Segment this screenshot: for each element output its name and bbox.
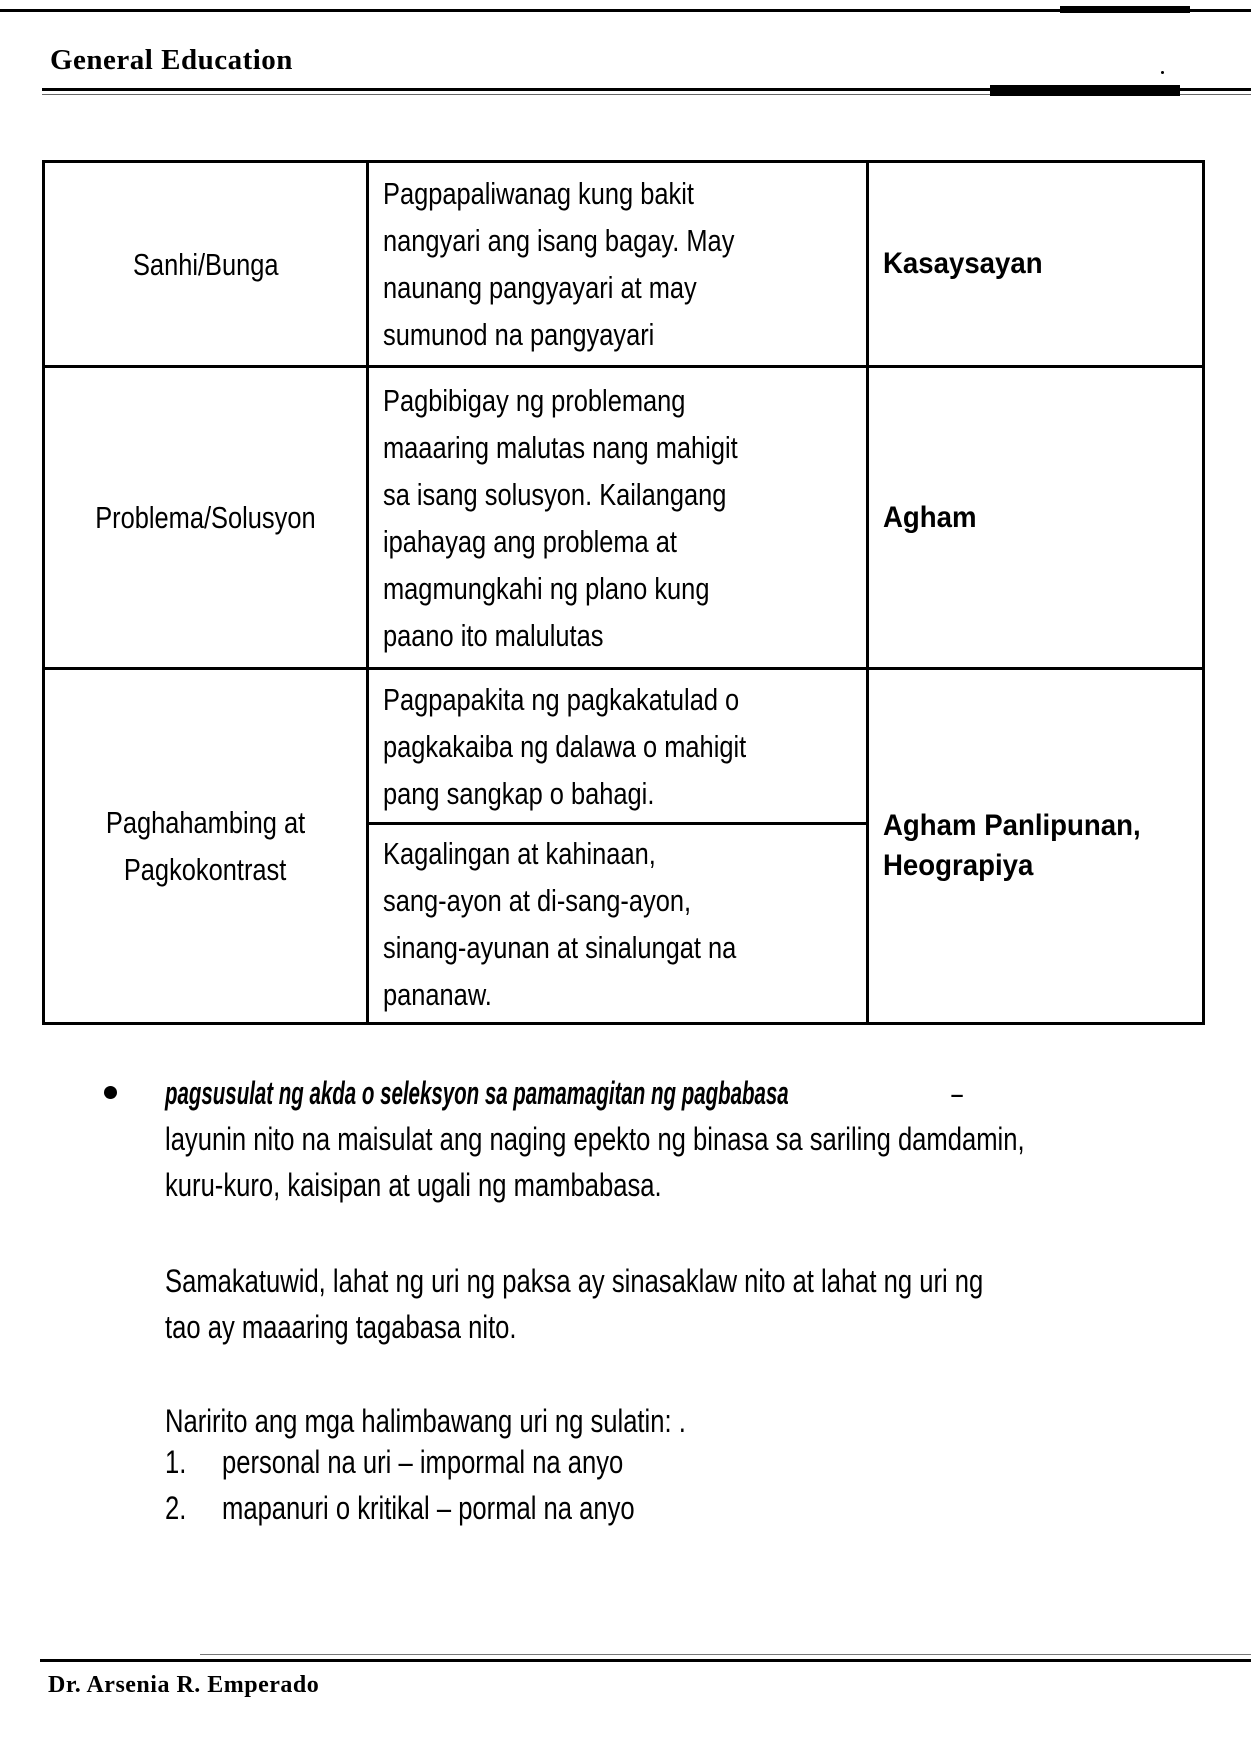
- description-cell: [368, 367, 868, 669]
- list-number: 1.: [165, 1444, 187, 1480]
- paragraph: [165, 1258, 1188, 1350]
- examples-intro: Naririto ang mga halimbawang uri ng sulatin: .: [165, 1403, 686, 1439]
- examples-intro-block: [165, 1398, 816, 1444]
- subject-label: Agham: [883, 500, 977, 534]
- pattern-cell: [44, 162, 368, 367]
- description-line: paano ito malulutas: [383, 617, 604, 653]
- description-line: sumunod na pangyayari: [383, 317, 655, 352]
- text-structure-table: [42, 160, 1205, 1025]
- list-number: 2.: [165, 1490, 187, 1526]
- description-line: pang sangkap o bahagi.: [383, 775, 655, 811]
- bullet-term: pagsusulat ng akda o seleksyon sa pamamagitan ng pagbabasa: [165, 1075, 789, 1111]
- description-line: Pagpapaliwanag kung bakit: [383, 176, 694, 211]
- table-row: [44, 669, 1204, 824]
- bullet-icon: [104, 1086, 117, 1099]
- pattern-cell: [44, 367, 368, 669]
- description-line: nangyari ang isang bagay. May: [383, 223, 735, 258]
- description-line: Pagpapakita ng pagkakatulad o: [383, 681, 740, 717]
- top-rule-thick-segment: [1060, 6, 1190, 13]
- description-line: naunang pangyayari at may: [383, 270, 697, 305]
- table-row: [44, 162, 1204, 367]
- subject-cell: [868, 367, 1204, 669]
- description-cell: [368, 162, 868, 367]
- footer-rule: [40, 1659, 1251, 1662]
- bullet-dash: –: [951, 1075, 964, 1111]
- footer-rule-thin: [200, 1654, 1251, 1655]
- pattern-label-line: Paghahambing at: [105, 805, 306, 840]
- list-item: personal na uri – impormal na anyo: [222, 1444, 624, 1480]
- pattern-label: Sanhi/Bunga: [132, 246, 279, 282]
- bullet-text-line: layunin nito na maisulat ang naging epekto ng binasa sa sariling damdamin,: [165, 1121, 1025, 1157]
- bullet-text-line: kuru-kuro, kaisipan at ugali ng mambabasa.: [165, 1167, 662, 1203]
- description-line: sinang-ayunan at sinalungat na: [383, 929, 737, 965]
- table-row: [44, 367, 1204, 669]
- description-line: sang-ayon at di-sang-ayon,: [383, 882, 692, 918]
- paragraph-line: Samakatuwid, lahat ng uri ng paksa ay sinasaklaw nito at lahat ng uri ng: [165, 1263, 984, 1299]
- description-line: magmungkahi ng plano kung: [383, 570, 710, 606]
- description-line: Kagalingan at kahinaan,: [383, 835, 656, 871]
- description-cell: [368, 669, 868, 824]
- pattern-label: Problema/Solusyon: [95, 500, 316, 535]
- subject-label-line: Agham Panlipunan,: [883, 809, 1141, 842]
- header-rule-thick-segment: [990, 85, 1180, 96]
- list-item: mapanuri o kritikal – pormal na anyo: [222, 1490, 635, 1526]
- subject-label: Kasaysayan: [883, 247, 1043, 280]
- description-cell: [368, 824, 868, 1024]
- description-line: sa isang solusyon. Kailangang: [383, 476, 727, 512]
- description-line: Pagbibigay ng problemang: [383, 382, 686, 418]
- footer-author: Dr. Arsenia R. Emperado: [48, 1672, 320, 1698]
- subject-cell: [868, 162, 1204, 367]
- description-line: pagkakaiba ng dalawa o mahigit: [383, 728, 747, 764]
- description-line: pananaw.: [383, 976, 492, 1012]
- subject-cell: [868, 669, 1204, 1024]
- description-line: ipahayag ang problema at: [383, 523, 677, 559]
- page-header-title: General Education: [50, 44, 293, 76]
- subject-label-line: Heograpiya: [883, 849, 1034, 882]
- bullet-item: [165, 1070, 1239, 1208]
- paragraph-line: tao ay maaaring tagabasa nito.: [165, 1309, 517, 1345]
- description-line: maaaring malutas nang mahigit: [383, 429, 738, 465]
- pattern-cell: [44, 669, 368, 1024]
- pattern-label-line: Pagkokontrast: [124, 852, 287, 887]
- speck: [1161, 71, 1164, 74]
